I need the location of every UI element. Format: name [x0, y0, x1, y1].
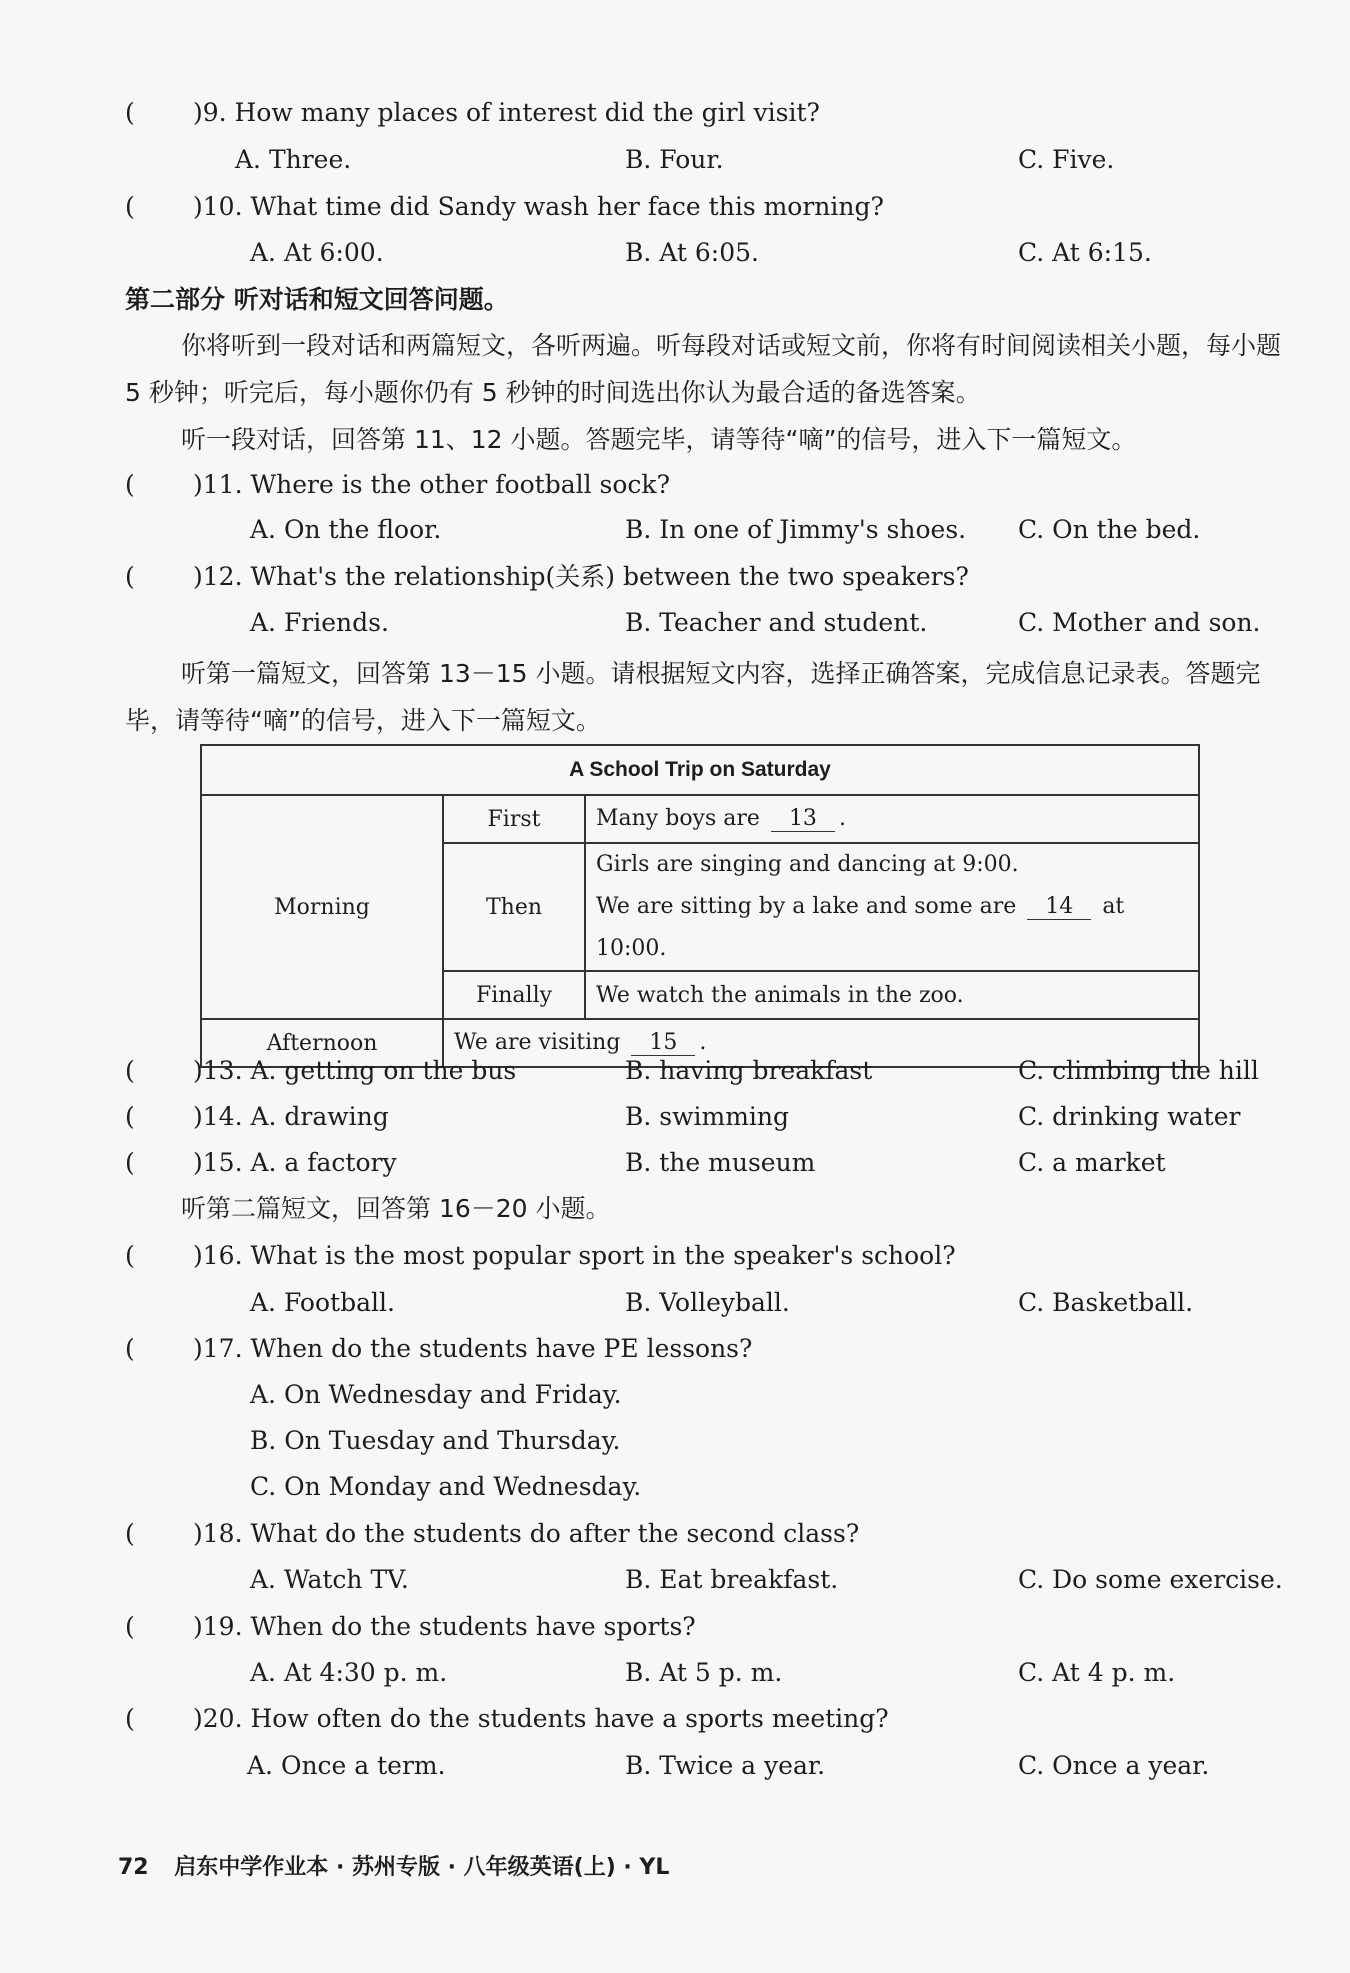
question-text: )20. How often do the students have a sports meeting?: [193, 1704, 889, 1733]
section-intro: 你将听到一段对话和两篇短文，各听两遍。听每段对话或短文前，你将有时间阅读相关小题，每小题 5 秒钟；听完后，每小题你仍有 5 秒钟的时间选出你认为最合适的备选答案。: [125, 331, 1282, 407]
option-a: A. At 4:30 p. m.: [250, 1658, 448, 1687]
option-a: A. On the floor.: [250, 515, 442, 544]
question-text: )17. When do the students have PE lessons?: [193, 1334, 753, 1363]
option-c: C. Five.: [1018, 145, 1115, 174]
section-title: 第二部分 听对话和短文回答问题。: [125, 285, 509, 314]
answer-bracket: (: [125, 98, 135, 127]
page-number: 72: [118, 1855, 149, 1880]
answer-bracket: (: [125, 1519, 135, 1548]
then-cell: Then: [443, 843, 585, 971]
question-text: )19. When do the students have sports?: [193, 1612, 696, 1641]
punctuation: .: [838, 805, 846, 831]
question-text: )18. What do the students do after the second class?: [193, 1519, 860, 1548]
question-text: )9. How many places of interest did the girl visit?: [193, 98, 820, 127]
question-text: )13. A. getting on the bus: [193, 1056, 517, 1085]
option-b: B. Twice a year.: [625, 1751, 826, 1780]
morning-cell: Morning: [201, 795, 443, 1019]
finally-text: We watch the animals in the zoo.: [585, 971, 1199, 1019]
answer-bracket: (: [125, 1056, 135, 1085]
option-b: B. At 5 p. m.: [625, 1658, 783, 1687]
answer-bracket: (: [125, 1704, 135, 1733]
blank-14: 14: [1027, 895, 1091, 920]
question-text: )16. What is the most popular sport in the speaker's school?: [193, 1241, 956, 1270]
answer-bracket: (: [125, 1612, 135, 1641]
blank-15: 15: [631, 1031, 695, 1056]
option-b: B. At 6:05.: [625, 238, 759, 267]
option-b: B. Volleyball.: [625, 1288, 790, 1317]
answer-bracket: (: [125, 562, 135, 591]
option-b: B. Teacher and student.: [625, 608, 928, 637]
table-title: A School Trip on Saturday: [201, 745, 1199, 795]
option-a: A. Three.: [235, 145, 352, 174]
option-c: C. climbing the hill: [1018, 1056, 1259, 1085]
trip-info-table: [200, 744, 1200, 1068]
text1-instructions: 听第一篇短文，回答第 13－15 小题。请根据短文内容，选择正确答案，完成信息记录表。答题完毕，请等待“嘀”的信号，进入下一篇短文。: [125, 659, 1261, 735]
book-title: 启东中学作业本 · 苏州专版 · 八年级英语(上) · YL: [174, 1855, 670, 1880]
option-c: C. Once a year.: [1018, 1751, 1210, 1780]
answer-bracket: (: [125, 192, 135, 221]
question-text: )10. What time did Sandy wash her face this morning?: [193, 192, 884, 221]
answer-bracket: (: [125, 470, 135, 499]
option-c: C. Do some exercise.: [1018, 1565, 1283, 1594]
answer-bracket: (: [125, 1148, 135, 1177]
page-footer: [118, 1850, 669, 1881]
option-c: C. a market: [1018, 1148, 1166, 1177]
afternoon-text: We are visiting: [454, 1029, 621, 1055]
option-b: B. having breakfast: [625, 1056, 873, 1085]
text2-instructions: 听第二篇短文，回答第 16－20 小题。: [181, 1194, 611, 1223]
question-text: )11. Where is the other football sock?: [193, 470, 670, 499]
option-b: B. swimming: [625, 1102, 790, 1131]
dialogue-instructions: 听一段对话，回答第 11、12 小题。答题完毕，请等待“嘀”的信号，进入下一篇短文。: [181, 425, 1137, 454]
answer-bracket: (: [125, 1241, 135, 1270]
punctuation: .: [699, 1029, 707, 1055]
answer-bracket: (: [125, 1334, 135, 1363]
option-b: B. In one of Jimmy's shoes.: [625, 515, 967, 544]
then-line-1: Girls are singing and dancing at 9:00.: [596, 852, 1019, 877]
option-a: A. Friends.: [250, 608, 389, 637]
option-b: B. the museum: [625, 1148, 816, 1177]
option-b: B. Four.: [625, 145, 724, 174]
option-a: A. Once a term.: [247, 1751, 446, 1780]
option-a: A. At 6:00.: [250, 238, 384, 267]
first-row-content: [585, 795, 1199, 843]
question-text: )15. A. a factory: [193, 1148, 397, 1177]
then-line-2-end: at 10:00.: [596, 894, 1125, 961]
option-a: A. Football.: [250, 1288, 395, 1317]
then-line-2-text: We are sitting by a lake and some are: [596, 894, 1017, 919]
afternoon-cell: Afternoon: [201, 1019, 443, 1067]
option-c: C. Mother and son.: [1018, 608, 1261, 637]
option-a: A. Watch TV.: [250, 1565, 409, 1594]
option-c: C. On Monday and Wednesday.: [250, 1472, 642, 1501]
option-c: C. drinking water: [1018, 1102, 1241, 1131]
option-c: C. At 6:15.: [1018, 238, 1152, 267]
option-c: C. At 4 p. m.: [1018, 1658, 1176, 1687]
question-text: )14. A. drawing: [193, 1102, 389, 1131]
then-line-2: [596, 886, 1188, 970]
finally-cell: Finally: [443, 971, 585, 1019]
option-c: C. On the bed.: [1018, 515, 1201, 544]
question-text: )12. What's the relationship(关系) between the two speakers?: [193, 562, 969, 591]
option-b: B. On Tuesday and Thursday.: [250, 1426, 621, 1455]
option-b: B. Eat breakfast.: [625, 1565, 839, 1594]
blank-13: 13: [771, 807, 835, 832]
option-a: A. On Wednesday and Friday.: [250, 1380, 622, 1409]
answer-bracket: (: [125, 1102, 135, 1131]
first-cell: First: [443, 795, 585, 843]
then-row-content: [585, 843, 1199, 971]
first-text: Many boys are: [596, 805, 760, 831]
option-c: C. Basketball.: [1018, 1288, 1194, 1317]
